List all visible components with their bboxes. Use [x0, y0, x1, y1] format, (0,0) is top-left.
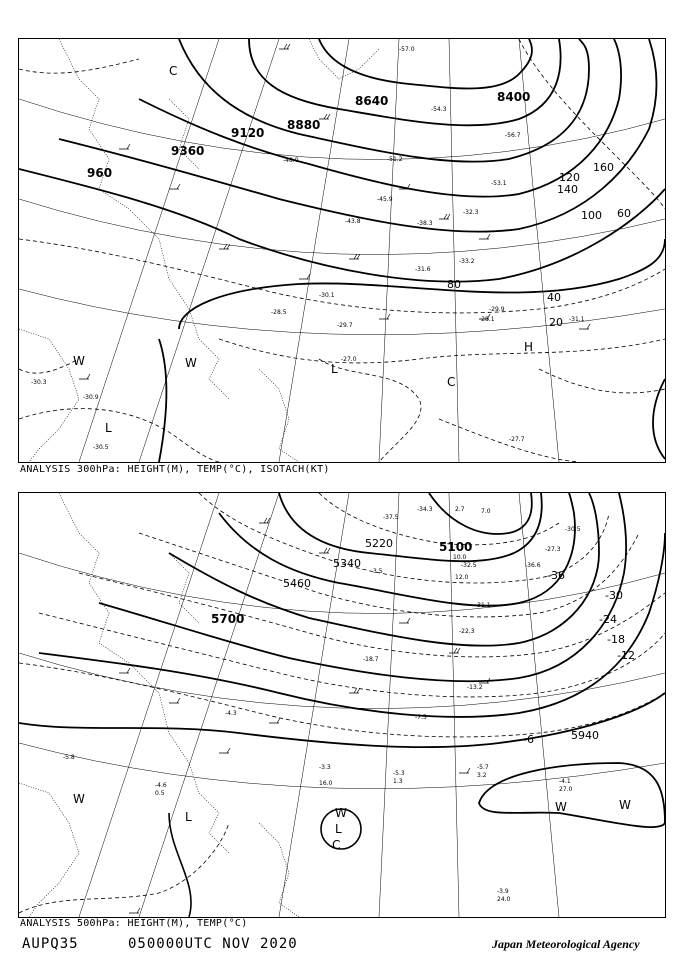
temp-sample: -13.2: [467, 684, 483, 691]
temp-sample: -56.7: [505, 132, 521, 139]
temp-sample: 3.5: [373, 568, 383, 575]
temp-sample: -34.3: [417, 506, 433, 513]
temp-sample: -30.5: [93, 444, 109, 451]
caption-300hpa: ANALYSIS 300hPa: HEIGHT(M), TEMP(°C), ISOTACH(KT): [20, 464, 330, 475]
low-center-west: L: [185, 810, 192, 824]
warm-center-mid: W: [185, 356, 197, 370]
warm-center-west: W: [73, 354, 85, 368]
temp-sample: -30.5: [565, 526, 581, 533]
temp-sample: 1.3: [393, 778, 403, 785]
height-label-5100: 5100: [439, 540, 473, 554]
temp-sample: -45.9: [377, 196, 393, 203]
temp-label-minus24: -24: [599, 613, 617, 626]
temp-sample: -28.1: [479, 316, 495, 323]
high-center: H: [524, 340, 534, 354]
temp-label-minus12: -12: [617, 649, 635, 662]
temp-sample: 24.0: [497, 896, 511, 903]
temp-sample: -30.1: [319, 292, 335, 299]
temp-sample: -7.5: [415, 714, 427, 721]
map-500hpa-svg: [19, 493, 665, 917]
temp-label-minus30: -30: [605, 589, 623, 602]
temp-label-minus6: -6: [523, 733, 534, 746]
warm-center-mid: W: [335, 806, 347, 820]
isotach-label-140: 140: [557, 183, 578, 196]
temp-sample: -4.3: [225, 710, 237, 717]
temperature-samples: [31, 46, 585, 451]
temp-sample: -31.1: [569, 316, 585, 323]
graticule: [19, 39, 665, 462]
isotach-label-100: 100: [581, 209, 602, 222]
map-panel-300hpa: [18, 38, 666, 463]
temp-sample: -18.7: [363, 656, 379, 663]
height-label-5460: 5460: [283, 577, 311, 590]
coastlines: [19, 493, 299, 917]
height-contours: [19, 39, 665, 462]
temp-sample: -48.0: [283, 157, 299, 164]
temp-sample: -4.1: [559, 778, 571, 785]
temp-sample: 3.2: [477, 772, 487, 779]
temp-sample: 10.0: [453, 554, 467, 561]
temp-sample: -27.7: [509, 436, 525, 443]
height-label-5700: 5700: [211, 612, 245, 626]
temp-sample: -30.3: [31, 379, 47, 386]
height-label-8640: 8640: [355, 94, 389, 108]
height-label-8880: 8880: [287, 118, 321, 132]
high-ridge-contour: [479, 763, 665, 827]
temp-sample: -27.0: [341, 356, 357, 363]
temp-sample: -3.3: [319, 764, 331, 771]
isotach-label-80: 80: [447, 278, 461, 291]
temperature-samples: [63, 506, 581, 903]
agency-name: Japan Meteorological Agency: [492, 937, 640, 951]
temp-sample: 0.5: [155, 790, 165, 797]
temp-label-minus18: -18: [607, 633, 625, 646]
temp-sample: -29.7: [337, 322, 353, 329]
temp-sample: -57.0: [399, 46, 415, 53]
isotach-label-40: 40: [547, 291, 561, 304]
temp-sample: -37.5: [383, 514, 399, 521]
temp-label-minus36: -36: [547, 569, 565, 582]
temperature-lines: [19, 493, 665, 913]
height-label-9360: 9360: [171, 144, 205, 158]
isotach-lines: [19, 39, 665, 462]
warm-center-east-1: W: [555, 800, 567, 814]
temp-sample: -4.6: [155, 782, 167, 789]
temp-sample: -51.2: [387, 156, 403, 163]
isotach-label-120: 120: [559, 171, 580, 184]
temp-sample: -38.3: [417, 220, 433, 227]
analysis-time: 050000UTC NOV 2020: [128, 936, 298, 952]
temp-sample: -5.3: [393, 770, 405, 777]
temp-sample: -3.9: [497, 888, 509, 895]
temp-sample: 2.7: [455, 506, 465, 513]
temp-sample: -31.6: [415, 266, 431, 273]
temp-sample: -32.5: [461, 562, 477, 569]
temp-sample: -27.3: [545, 546, 561, 553]
height-label-9120: 9120: [231, 126, 265, 140]
temp-sample: -31.1: [475, 602, 491, 609]
temp-sample: -30.9: [83, 394, 99, 401]
warm-center-east-2: W: [619, 798, 631, 812]
temp-sample: 27.0: [559, 786, 573, 793]
temp-sample: -29.9: [489, 306, 505, 313]
temp-sample: 12.0: [455, 574, 469, 581]
temp-sample: -5.7: [477, 764, 489, 771]
low-center-west: L: [105, 421, 112, 435]
isotach-label-60: 60: [617, 207, 631, 220]
temp-sample: -36.6: [525, 562, 541, 569]
cold-center-north: C: [169, 64, 178, 78]
height-label-8400: 8400: [497, 90, 531, 104]
height-label-5220: 5220: [365, 537, 393, 550]
temp-sample: -33.2: [459, 258, 475, 265]
temp-sample: -28.5: [271, 309, 287, 316]
coastlines: [19, 39, 379, 462]
temp-sample: 7.0: [481, 508, 491, 515]
low-center-east: L: [335, 822, 342, 836]
warm-center-west: W: [73, 792, 85, 806]
temp-sample: -22.3: [459, 628, 475, 635]
height-label-960: 960: [87, 166, 113, 180]
height-label-5340: 5340: [333, 557, 361, 570]
caption-500hpa: ANALYSIS 500hPa: HEIGHT(M), TEMP(°C): [20, 918, 248, 929]
map-300hpa-svg: [19, 39, 665, 462]
temp-sample: -32.3: [463, 209, 479, 216]
cold-center: C: [332, 838, 341, 852]
map-panel-500hpa: [18, 492, 666, 918]
temp-sample: -5.8: [63, 754, 75, 761]
temp-sample: -54.3: [431, 106, 447, 113]
temp-sample: -53.1: [491, 180, 507, 187]
low-center-east: L: [331, 362, 338, 376]
bulletin-code: AUPQ35: [22, 936, 79, 952]
temp-sample: -43.8: [345, 218, 361, 225]
isotach-label-160: 160: [593, 161, 614, 174]
temp-sample: 16.0: [319, 780, 333, 787]
trough-contour: [169, 813, 191, 917]
isotach-label-20: 20: [549, 316, 563, 329]
height-label-5940: 5940: [571, 729, 599, 742]
cold-center-south: C: [447, 375, 456, 389]
